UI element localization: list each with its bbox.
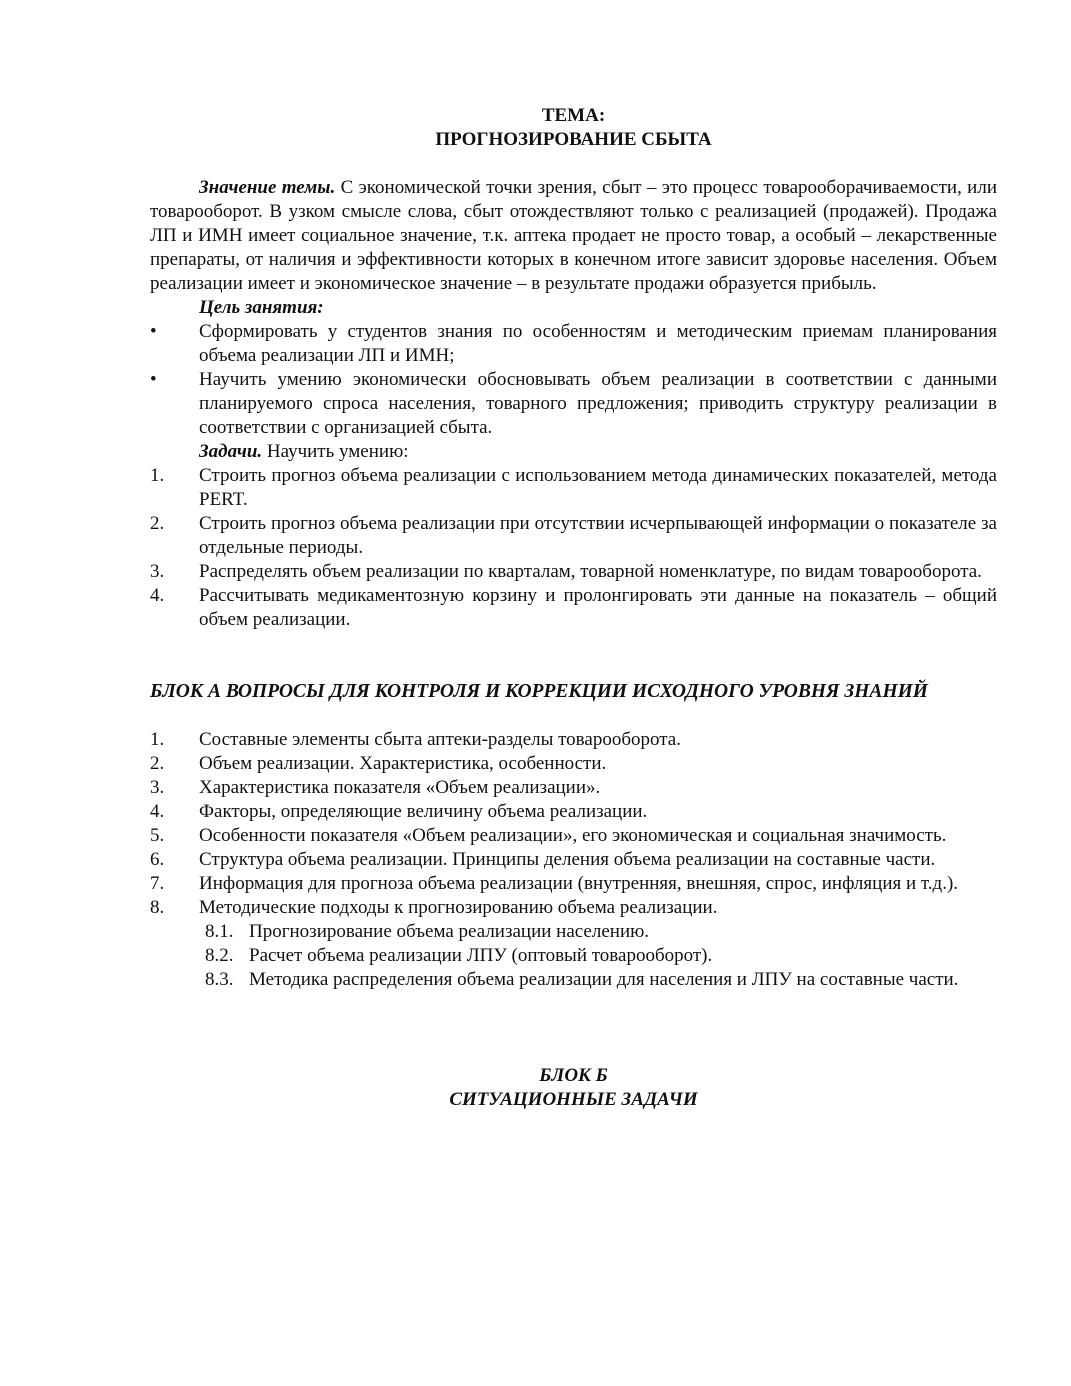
question-number: 5. [150,825,165,846]
goal-heading: Цель занятия: [199,297,324,318]
goal-item-text: Научить умению экономически обосновывать объем реализации в соответствии с данными планируемого спроса населения, товарного предложения; приводить структуру реализации в соответствии с организацией сбыта. [199,369,997,438]
spacer [150,992,997,1040]
subquestion-text: Расчет объема реализации ЛПУ (оптовый товарооборот). [249,945,713,966]
spacer [150,632,997,680]
question-text: Составные элементы сбыта аптеки-разделы товарооборота. [199,729,681,750]
question-item [150,752,997,776]
subquestion-number: 8.2. [205,945,234,966]
subquestion-number: 8.3. [205,969,234,990]
task-item [150,512,997,560]
bullet-marker: • [150,369,157,390]
block-b-subheading: СИТУАЦИОННЫЕ ЗАДАЧИ [449,1089,698,1110]
intro-text: С экономической точки зрения, сбыт – это процесс товарооборачиваемости, или товарооборот. В узком смысле слова, сбыт отождествляют только с реализацией (продажей). Продажа ЛП и ИМН имеет социальное значение, т.к. аптека продает не просто товар, а особый – лекарственные препараты, от наличия и эффективности которых в конечном итоге зависит здоровье населения. Объем реализации имеет и экономическое значение – в результате продажи образуется прибыль. [150,177,997,294]
question-text: Структура объема реализации. Принципы деления объема реализации на составные части. [199,849,936,870]
bullet-marker: • [150,321,157,342]
task-item [150,584,997,632]
task-item [150,464,997,512]
question-text: Информация для прогноза объема реализации (внутренняя, внешняя, спрос, инфляция и т.д.). [199,873,959,894]
question-text: Факторы, определяющие величину объема реализации. [199,801,648,822]
goal-item [150,368,997,440]
task-text: Строить прогноз объема реализации при отсутствии исчерпывающей информации о показателе за отдельные периоды. [199,513,997,558]
question-item [150,800,997,824]
subquestion-item [150,944,997,968]
subquestion-number: 8.1. [205,921,234,942]
block-a-heading: БЛОК А ВОПРОСЫ ДЛЯ КОНТРОЛЯ И КОРРЕКЦИИ ИСХОДНОГО УРОВНЯ ЗНАНИЙ [150,681,928,702]
question-item [150,896,997,920]
task-item [150,560,997,584]
tasks-heading [150,440,997,464]
question-number: 6. [150,849,165,870]
question-text: Характеристика показателя «Объем реализации». [199,777,601,798]
subquestion-text: Методика распределения объема реализации для населения и ЛПУ на составные части. [249,969,959,990]
question-number: 3. [150,777,165,798]
question-number: 4. [150,801,165,822]
task-text: Рассчитывать медикаментозную корзину и пролонгировать эти данные на показатель – общий объем реализации. [199,585,997,630]
subquestion-item [150,968,997,992]
intro-label: Значение темы. [199,177,336,198]
task-number: 4. [150,585,165,606]
task-number: 2. [150,513,165,534]
goal-item [150,320,997,368]
question-text: Методические подходы к прогнозированию объема реализации. [199,897,718,918]
document-page [150,104,997,1112]
question-text: Особенности показателя «Объем реализации», его экономическая и социальная значимость. [199,825,947,846]
task-number: 3. [150,561,165,582]
page-title: ПРОГНОЗИРОВАНИЕ СБЫТА [435,129,712,150]
task-text: Строить прогноз объема реализации с использованием метода динамических показателей, метода PERT. [199,465,997,510]
question-item [150,848,997,872]
topic-label: ТЕМА: [541,105,606,126]
goal-item-text: Сформировать у студентов знания по особенностям и методическим приемам планирования объема реализации ЛП и ИМН; [199,321,997,366]
tasks-label: Задачи. [199,441,263,462]
question-item [150,872,997,896]
question-item [150,824,997,848]
question-item [150,776,997,800]
question-number: 7. [150,873,165,894]
task-text: Распределять объем реализации по кварталам, товарной номенклатуре, по видам товарооборота. [199,561,982,582]
block-b-heading: БЛОК Б [539,1065,608,1086]
subquestion-item [150,920,997,944]
tasks-lead: Научить умению: [262,441,409,462]
spacer [150,704,997,728]
task-number: 1. [150,465,165,486]
intro-paragraph [150,176,997,296]
subquestion-text: Прогнозирование объема реализации населению. [249,921,650,942]
question-number: 8. [150,897,165,918]
question-number: 2. [150,753,165,774]
question-text: Объем реализации. Характеристика, особенности. [199,753,607,774]
spacer [150,152,997,176]
question-item [150,728,997,752]
question-number: 1. [150,729,165,750]
